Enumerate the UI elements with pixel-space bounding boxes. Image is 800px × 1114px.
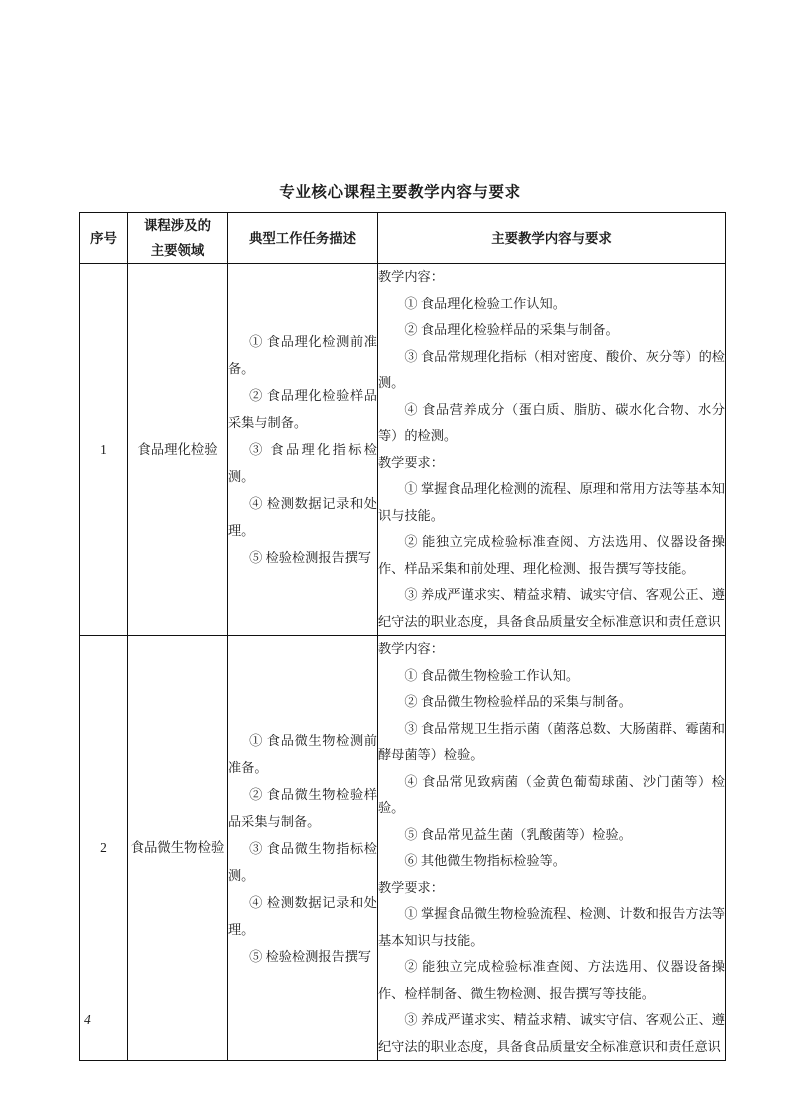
- task-item: ① 食品理化检测前准备。: [228, 334, 377, 376]
- table-row: [80, 264, 726, 636]
- content-heading: 教学要求：: [378, 879, 444, 895]
- content-item: ⑤ 食品常见益生菌（乳酸菌等）检验。: [404, 826, 632, 842]
- task-item: ② 食品理化检验样品采集与制备。: [228, 388, 377, 430]
- task-item: ④ 检测数据记录和处理。: [228, 496, 377, 538]
- header-cell-task: 典型工作任务描述: [228, 213, 378, 264]
- content-item: ② 能独立完成检验标准查阅、方法选用、仪器设备操作、样品采集和前处理、理化检测、报告撰写等技能。: [378, 534, 725, 576]
- curriculum-table: [79, 212, 726, 1061]
- row-content-list: [378, 636, 726, 1061]
- row-number: 1: [80, 264, 128, 636]
- content-item: ③ 食品常规理化指标（相对密度、酸价、灰分等）的检测。: [378, 348, 725, 390]
- row-content-list: [378, 264, 726, 636]
- content-item: ⑥ 其他微生物指标检验等。: [404, 853, 566, 868]
- task-item: ③ 食品理化指标检测。: [228, 442, 377, 484]
- content-heading: 教学内容：: [378, 269, 444, 284]
- content-heading: 教学要求：: [378, 454, 444, 470]
- content-item: ③ 食品常规卫生指示菌（菌落总数、大肠菌群、霉菌和酵母菌等）检验。: [378, 720, 725, 762]
- content-item: ① 掌握食品微生物检验流程、检测、计数和报告方法等基本知识与技能。: [378, 906, 725, 948]
- row-field-name: 食品理化检验: [128, 264, 228, 636]
- header-cell-content: 主要教学内容与要求: [378, 213, 726, 264]
- row-task-list: [228, 636, 378, 1061]
- content-item: ③ 养成严谨求实、精益求精、诚实守信、客观公正、遵纪守法的职业态度，具备食品质量安全标准意识和责任意识: [378, 1012, 725, 1054]
- task-item: ④ 检测数据记录和处理。: [228, 894, 377, 937]
- page-number: 4: [84, 1012, 91, 1027]
- header-field-line2: 主要领域: [150, 243, 205, 258]
- task-item: ⑤ 检验检测报告撰写: [249, 550, 372, 565]
- table-row: [80, 636, 726, 1061]
- content-item: ② 食品微生物检验样品的采集与制备。: [404, 694, 632, 709]
- content-item: ③ 养成严谨求实、精益求精、诚实守信、客观公正、遵纪守法的职业态度，具备食品质量安全标准意识和责任意识: [378, 587, 725, 629]
- header-cell-no: 序号: [80, 213, 128, 264]
- content-item: ④ 食品营养成分（蛋白质、脂肪、碳水化合物、水分等）的检测。: [378, 401, 725, 443]
- content-heading: 教学内容：: [378, 641, 444, 656]
- task-item: ② 食品微生物检验样品采集与制备。: [228, 786, 377, 829]
- header-field-line1: 课程涉及的: [144, 218, 211, 233]
- content-item: ② 食品理化检验样品的采集与制备。: [404, 322, 619, 337]
- task-item: ⑤ 检验检测报告撰写: [249, 948, 372, 964]
- task-item: ① 食品微生物检测前准备。: [228, 732, 377, 775]
- content-item: ① 食品微生物检验工作认知。: [404, 667, 580, 683]
- row-field-name: 食品微生物检验: [128, 636, 228, 1061]
- row-task-list: [228, 264, 378, 636]
- table-header-row: [80, 213, 726, 264]
- page-title: 专业核心课程主要教学内容与要求: [279, 184, 521, 201]
- table-body: [80, 264, 726, 1061]
- task-item: ③ 食品微生物指标检测。: [228, 840, 377, 883]
- content-item: ① 掌握食品理化检测的流程、原理和常用方法等基本知识与技能。: [378, 481, 725, 523]
- header-cell-field: [128, 213, 228, 264]
- content-item: ① 食品理化检验工作认知。: [404, 295, 566, 311]
- content-item: ② 能独立完成检验标准查阅、方法选用、仪器设备操作、检样制备、微生物检测、报告撰写等技能。: [378, 959, 725, 1001]
- content-item: ④ 食品常见致病菌（金黄色葡萄球菌、沙门菌等）检验。: [378, 773, 725, 815]
- row-number: 2: [80, 636, 128, 1061]
